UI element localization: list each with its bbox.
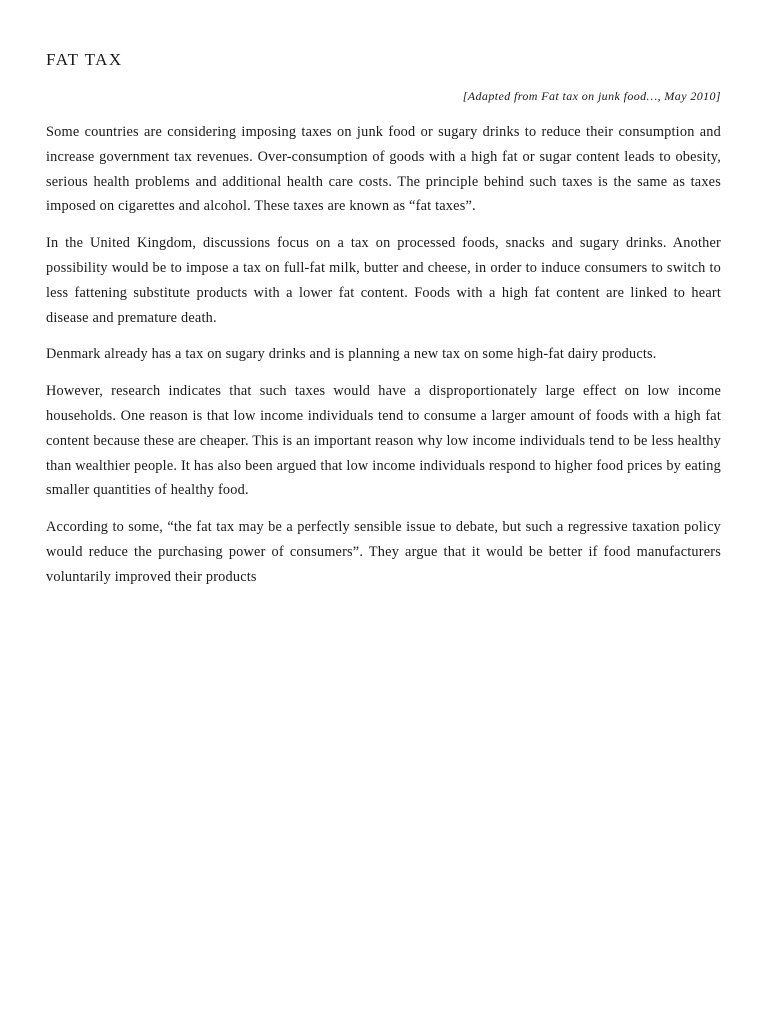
- paragraph-2: In the United Kingdom, discussions focus on a tax on processed foods, snacks and sugary drinks. Another possibility would be to impose a tax on full-fat milk, butter and cheese, in order to induce consumers to switch to less fattening substitute products with a lower fat content. Foods with a high fat content are linked to heart disease and premature death.: [46, 235, 721, 326]
- paragraph-3: Denmark already has a tax on sugary drinks and is planning a new tax on some high-fat dairy products.: [46, 346, 657, 363]
- document-title: FAT TAX: [46, 50, 123, 69]
- paragraph-5: According to some, “the fat tax may be a perfectly sensible issue to debate, but such a regressive taxation policy would reduce the purchasing power of consumers”. They argue that it would be better if food manufacturers voluntarily improved their products: [46, 519, 721, 585]
- document-page: [46, 48, 721, 590]
- paragraph-4: However, research indicates that such taxes would have a disproportionately large effect on low income households. One reason is that low income individuals tend to consume a larger amount of foods with a high fat content because these are cheaper. This is an important reason why low income individuals tend to be less healthy than wealthier people. It has also been argued that low income individuals respond to higher food prices by eating smaller quantities of healthy food.: [46, 383, 721, 499]
- source-citation: [Adapted from Fat tax on junk food…, May 2010]: [462, 89, 721, 103]
- paragraph-1: Some countries are considering imposing taxes on junk food or sugary drinks to reduce their consumption and increase government tax revenues. Over-consumption of goods with a high fat or sugar content leads to obesity, serious health problems and additional health care costs. The principle behind such taxes is the same as taxes imposed on cigarettes and alcohol. These taxes are known as “fat taxes”.: [46, 124, 721, 215]
